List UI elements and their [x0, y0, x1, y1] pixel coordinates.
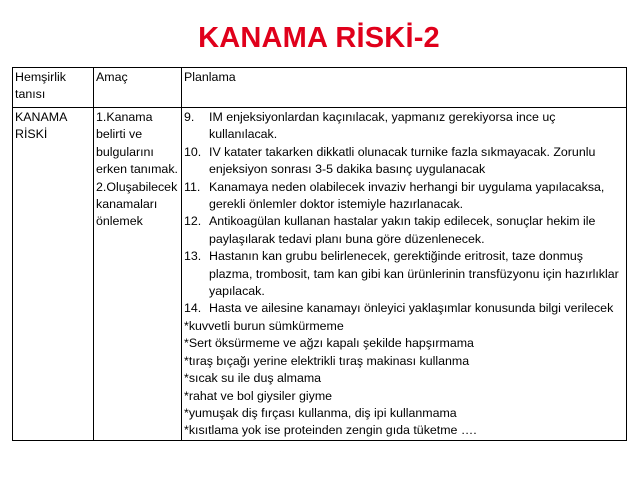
plan-item-number: 13. [184, 249, 202, 264]
precaution-list [184, 318, 624, 440]
page-title: KANAMA RİSKİ-2 [198, 22, 440, 54]
table-header-row [13, 68, 627, 108]
plan-item-number: 11. [184, 179, 201, 194]
precaution-item: *rahat ve bol giysiler giyme [184, 388, 333, 403]
header-goal: Amaç [94, 68, 182, 108]
precaution-item: *Sert öksürmeme ve ağzı kapalı şekilde hapşırmama [184, 336, 474, 351]
care-plan-table [12, 67, 627, 441]
diagnosis-cell [13, 108, 94, 441]
plan-item [184, 179, 624, 214]
precaution-item: *sıcak su ile duş almama [184, 371, 322, 386]
plan-item-text: Hasta ve ailesine kanamayı önleyici yaklaşımlar konusunda bilgi verilecek [209, 301, 614, 316]
plan-item-text: IM enjeksiyonlardan kaçınılacak, yapmanız gerekiyorsa ince uç kullanılacak. [209, 110, 556, 142]
precaution-item: *tıraş bıçağı yerine elektrikli tıraş makinası kullanma [184, 353, 470, 368]
plan-item [184, 213, 624, 248]
goal-line: 1.Kanama [96, 110, 153, 124]
plan-item-text: IV katater takarken dikkatli olunacak turnike fazla sıkmayacak. Zorunlu enjeksiyon sonrası 3-5 dakika basınç uygulanacak [209, 144, 596, 177]
plan-item [184, 248, 624, 300]
diagnosis-line: RİSKİ [15, 127, 48, 142]
header-planning: Planlama [182, 68, 627, 108]
goal-line: önlemek [96, 214, 143, 229]
goal-line: bulgularını [96, 144, 154, 159]
goal-line: 2.Oluşabilecek [96, 179, 178, 194]
plan-item [184, 109, 624, 144]
goal-cell [94, 108, 182, 441]
plan-item-text: Antikoagülan kullanan hastalar yakın takip edilecek, sonuçlar hekim ile paylaşılarak tedavi planı buna göre düzenlenecek. [209, 214, 596, 246]
goal-line: erken tanımak. [96, 162, 178, 177]
plan-item-text: Kanamaya neden olabilecek invaziv herhangi bir uygulama yapılacaksa, gerekli önlemler doktor istemiyle hazırlanacak. [209, 179, 605, 212]
plan-item-number: 10. [184, 144, 202, 159]
planning-cell [182, 108, 627, 441]
plan-item-number: 12. [184, 214, 202, 229]
table-row [13, 108, 627, 441]
header-nursing-diagnosis: Hemşirlik tanısı [13, 68, 94, 108]
plan-item-text: Hastanın kan grubu belirlenecek, gerektiğinde eritrosit, taze donmuş plazma, trombosit, tam kan gibi kan ürünlerinin transfüzyonu için hazırlıklar yapılacak. [209, 249, 619, 299]
plan-item [184, 144, 624, 179]
goal-line: kanamaları [96, 197, 158, 212]
diagnosis-line: KANAMA [15, 110, 68, 124]
goal-line: belirti ve [96, 127, 143, 142]
plan-item-number: 9. [184, 110, 195, 124]
plan-list [184, 109, 624, 318]
precaution-item: *kuvvetli burun sümkürmeme [184, 318, 344, 333]
plan-item [184, 300, 624, 317]
precaution-item: *yumuşak diş fırçası kullanma, diş ipi kullanmama [184, 405, 457, 420]
precaution-item: *kısıtlama yok ise proteinden zengin gıda tüketme …. [184, 423, 477, 438]
plan-item-number: 14. [184, 301, 202, 316]
